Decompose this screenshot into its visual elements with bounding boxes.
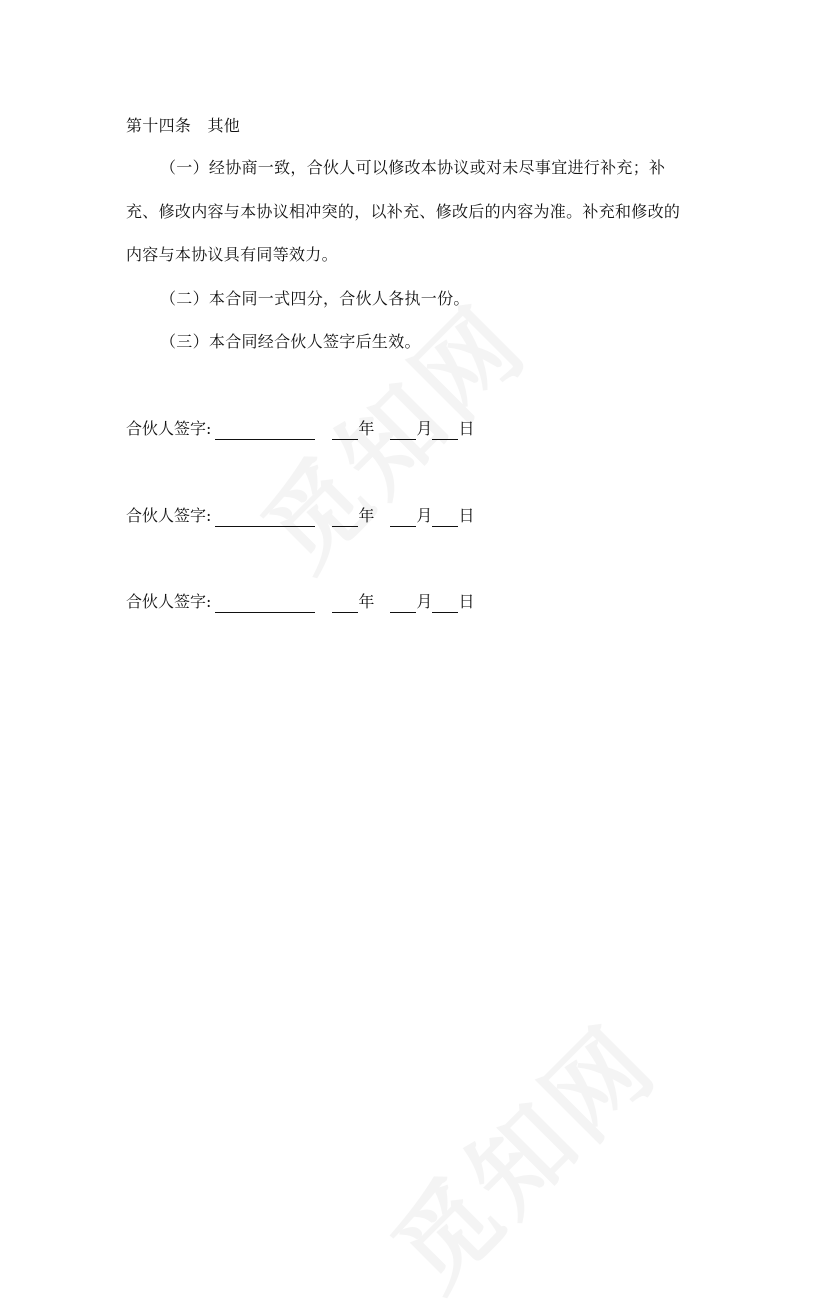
day-label: 日 (458, 506, 475, 525)
signature-year-blank[interactable] (332, 421, 358, 440)
signature-month-blank[interactable] (390, 594, 416, 613)
paragraph-line: 内容与本协议具有同等效力。 (126, 245, 338, 264)
signature-row (126, 591, 474, 613)
signature-year-blank[interactable] (332, 594, 358, 613)
section-heading: 第十四条 其他 (126, 116, 241, 135)
paragraph-line: 充、修改内容与本协议相冲突的，以补充、修改后的内容为准。补充和修改的 (126, 202, 681, 221)
signature-row (126, 418, 474, 440)
signature-day-blank[interactable] (432, 594, 458, 613)
signature-day-blank[interactable] (432, 508, 458, 527)
year-label: 年 (358, 506, 375, 525)
signature-label: 合伙人签字: (126, 592, 212, 611)
signature-month-blank[interactable] (390, 421, 416, 440)
signature-row (126, 505, 474, 527)
signature-label: 合伙人签字: (126, 506, 212, 525)
watermark (356, 989, 683, 1315)
signature-year-blank[interactable] (332, 508, 358, 527)
paragraph-line: （一）经协商一致，合伙人可以修改本协议或对未尽事宜进行补充；补 (160, 158, 666, 177)
paragraph-line: （二）本合同一式四分，合伙人各执一份。 (160, 289, 470, 308)
signature-month-blank[interactable] (390, 508, 416, 527)
signature-name-blank[interactable] (215, 421, 315, 440)
day-label: 日 (458, 419, 475, 438)
paragraph-line: （三）本合同经合伙人签字后生效。 (160, 332, 421, 351)
month-label: 月 (416, 419, 433, 438)
signature-day-blank[interactable] (432, 421, 458, 440)
signature-label: 合伙人签字: (126, 419, 212, 438)
year-label: 年 (358, 419, 375, 438)
month-label: 月 (416, 506, 433, 525)
day-label: 日 (458, 592, 475, 611)
signature-name-blank[interactable] (215, 594, 315, 613)
month-label: 月 (416, 592, 433, 611)
year-label: 年 (358, 592, 375, 611)
signature-name-blank[interactable] (215, 508, 315, 527)
